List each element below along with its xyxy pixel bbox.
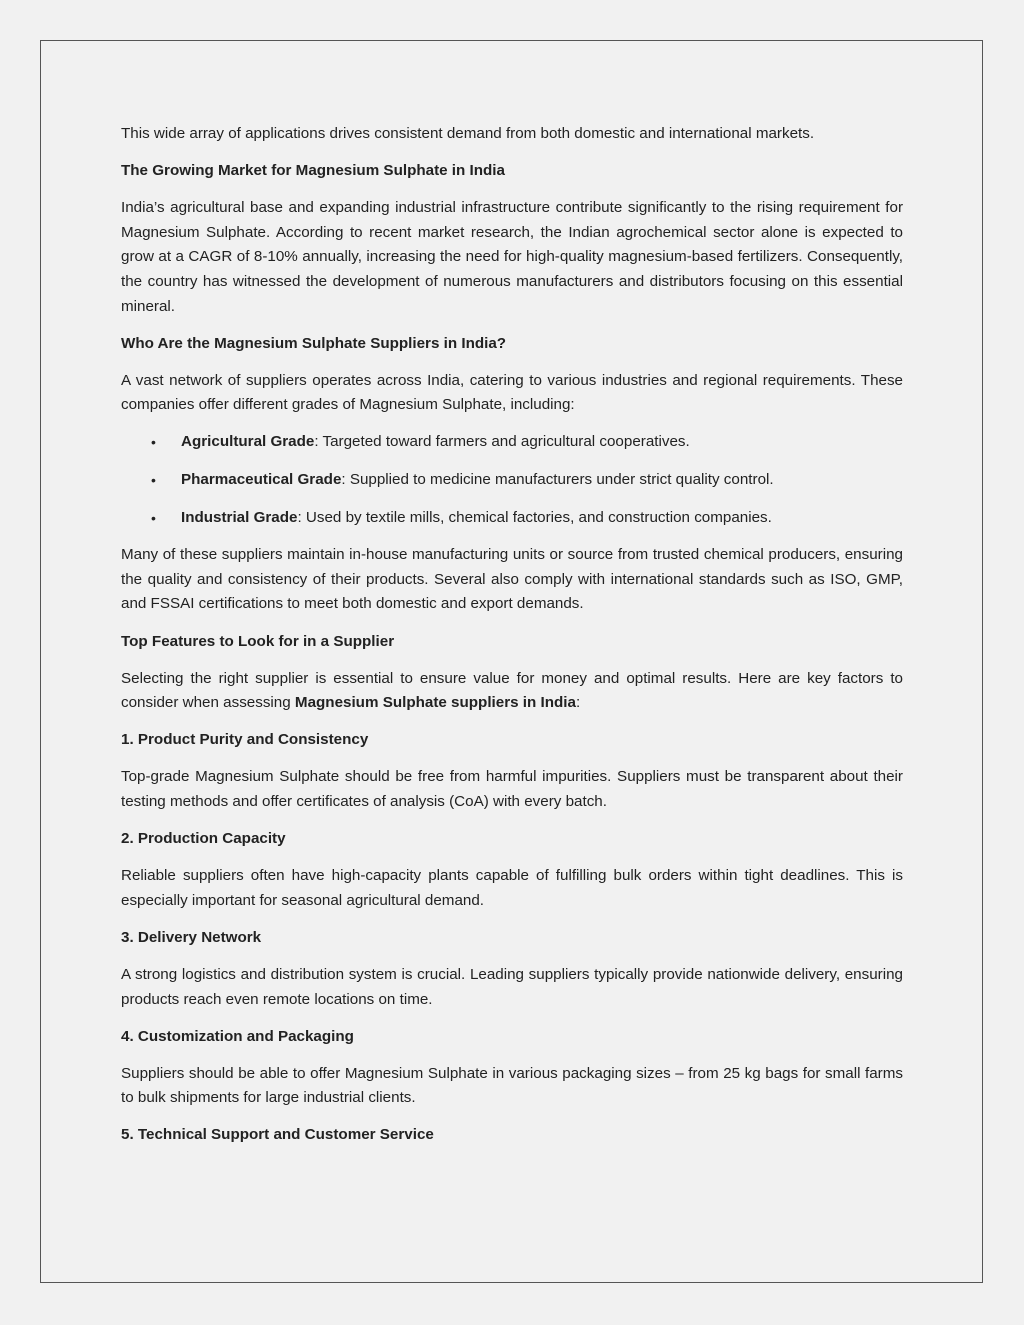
list-item-agricultural-grade — [121, 430, 903, 455]
features-heading: Top Features to Look for in a Supplier — [121, 632, 395, 650]
features-intro-paragraph — [121, 667, 903, 716]
list-item-pharmaceutical-grade — [121, 468, 903, 493]
feature-body-capacity: Reliable suppliers often have high-capacity plants capable of fulfilling bulk orders within tight deadlines. This is especially important for seasonal agricultural demand. — [121, 867, 903, 909]
feature-heading-delivery: 3. Delivery Network — [121, 928, 262, 946]
bullet-icon: • — [151, 434, 156, 451]
document-page — [40, 40, 983, 1283]
features-intro-text: Selecting the right supplier is essential to ensure value for money and optimal results. Here are key factors to consider when assessing — [121, 669, 903, 712]
feature-heading-capacity: 2. Production Capacity — [121, 830, 286, 848]
features-intro-emphasis: Magnesium Sulphate suppliers in India — [294, 694, 576, 712]
intro-paragraph: This wide array of applications drives consistent demand from both domestic and international markets. — [121, 125, 815, 142]
grade-name: Agricultural Grade — [181, 433, 315, 451]
suppliers-heading: Who Are the Magnesium Sulphate Suppliers in India? — [121, 334, 507, 352]
feature-body-purity: Top-grade Magnesium Sulphate should be free from harmful impurities. Suppliers must be transparent about their testing methods and offer certificates of analysis (CoA) with every batch. — [121, 768, 903, 810]
suppliers-standards-paragraph: Many of these suppliers maintain in-house manufacturing units or source from trusted chemical producers, ensuring the quality and consistency of their products. Several also comply with international standards such as ISO, GMP, and FSSAI certifications to meet both domestic and export demands. — [121, 546, 903, 613]
feature-heading-purity: 1. Product Purity and Consistency — [121, 731, 369, 749]
grade-name: Pharmaceutical Grade — [181, 471, 342, 489]
feature-body-packaging: Suppliers should be able to offer Magnesium Sulphate in various packaging sizes – from 25 kg bags for small farms to bulk shipments for large industrial clients. — [121, 1064, 903, 1107]
feature-body-delivery: A strong logistics and distribution system is crucial. Leading suppliers typically provide nationwide delivery, ensuring products reach even remote locations on time. — [121, 965, 903, 1008]
list-item-industrial-grade — [121, 506, 903, 531]
suppliers-paragraph: A vast network of suppliers operates across India, catering to various industries and regional requirements. These companies offer different grades of Magnesium Sulphate, including: — [121, 371, 903, 414]
document-content — [121, 122, 903, 1148]
feature-heading-support: 5. Technical Support and Customer Service — [121, 1126, 434, 1144]
bullet-icon: • — [151, 472, 156, 489]
grade-name: Industrial Grade — [181, 508, 298, 526]
market-paragraph: India’s agricultural base and expanding industrial infrastructure contribute significantly to the rising requirement for Magnesium Sulphate. According to recent market research, the Indian agrochemical sector alone is expected to grow at a CAGR of 8-10% annually, increasing the need for high-quality magnesium-based fertilizers. Consequently, the country has witnessed the development of numerous manufacturers and distributors focusing on this essential mineral. — [121, 199, 903, 315]
grade-description: : Targeted toward farmers and agricultural cooperatives. — [314, 433, 690, 451]
grade-description: : Used by textile mills, chemical factories, and construction companies. — [297, 508, 772, 526]
features-intro-end: : — [575, 694, 581, 712]
grades-list — [121, 430, 903, 530]
market-heading: The Growing Market for Magnesium Sulphate in India — [121, 162, 505, 180]
grade-description: : Supplied to medicine manufacturers under strict quality control. — [341, 471, 774, 489]
feature-heading-packaging: 4. Customization and Packaging — [121, 1027, 354, 1045]
bullet-icon: • — [151, 509, 156, 526]
